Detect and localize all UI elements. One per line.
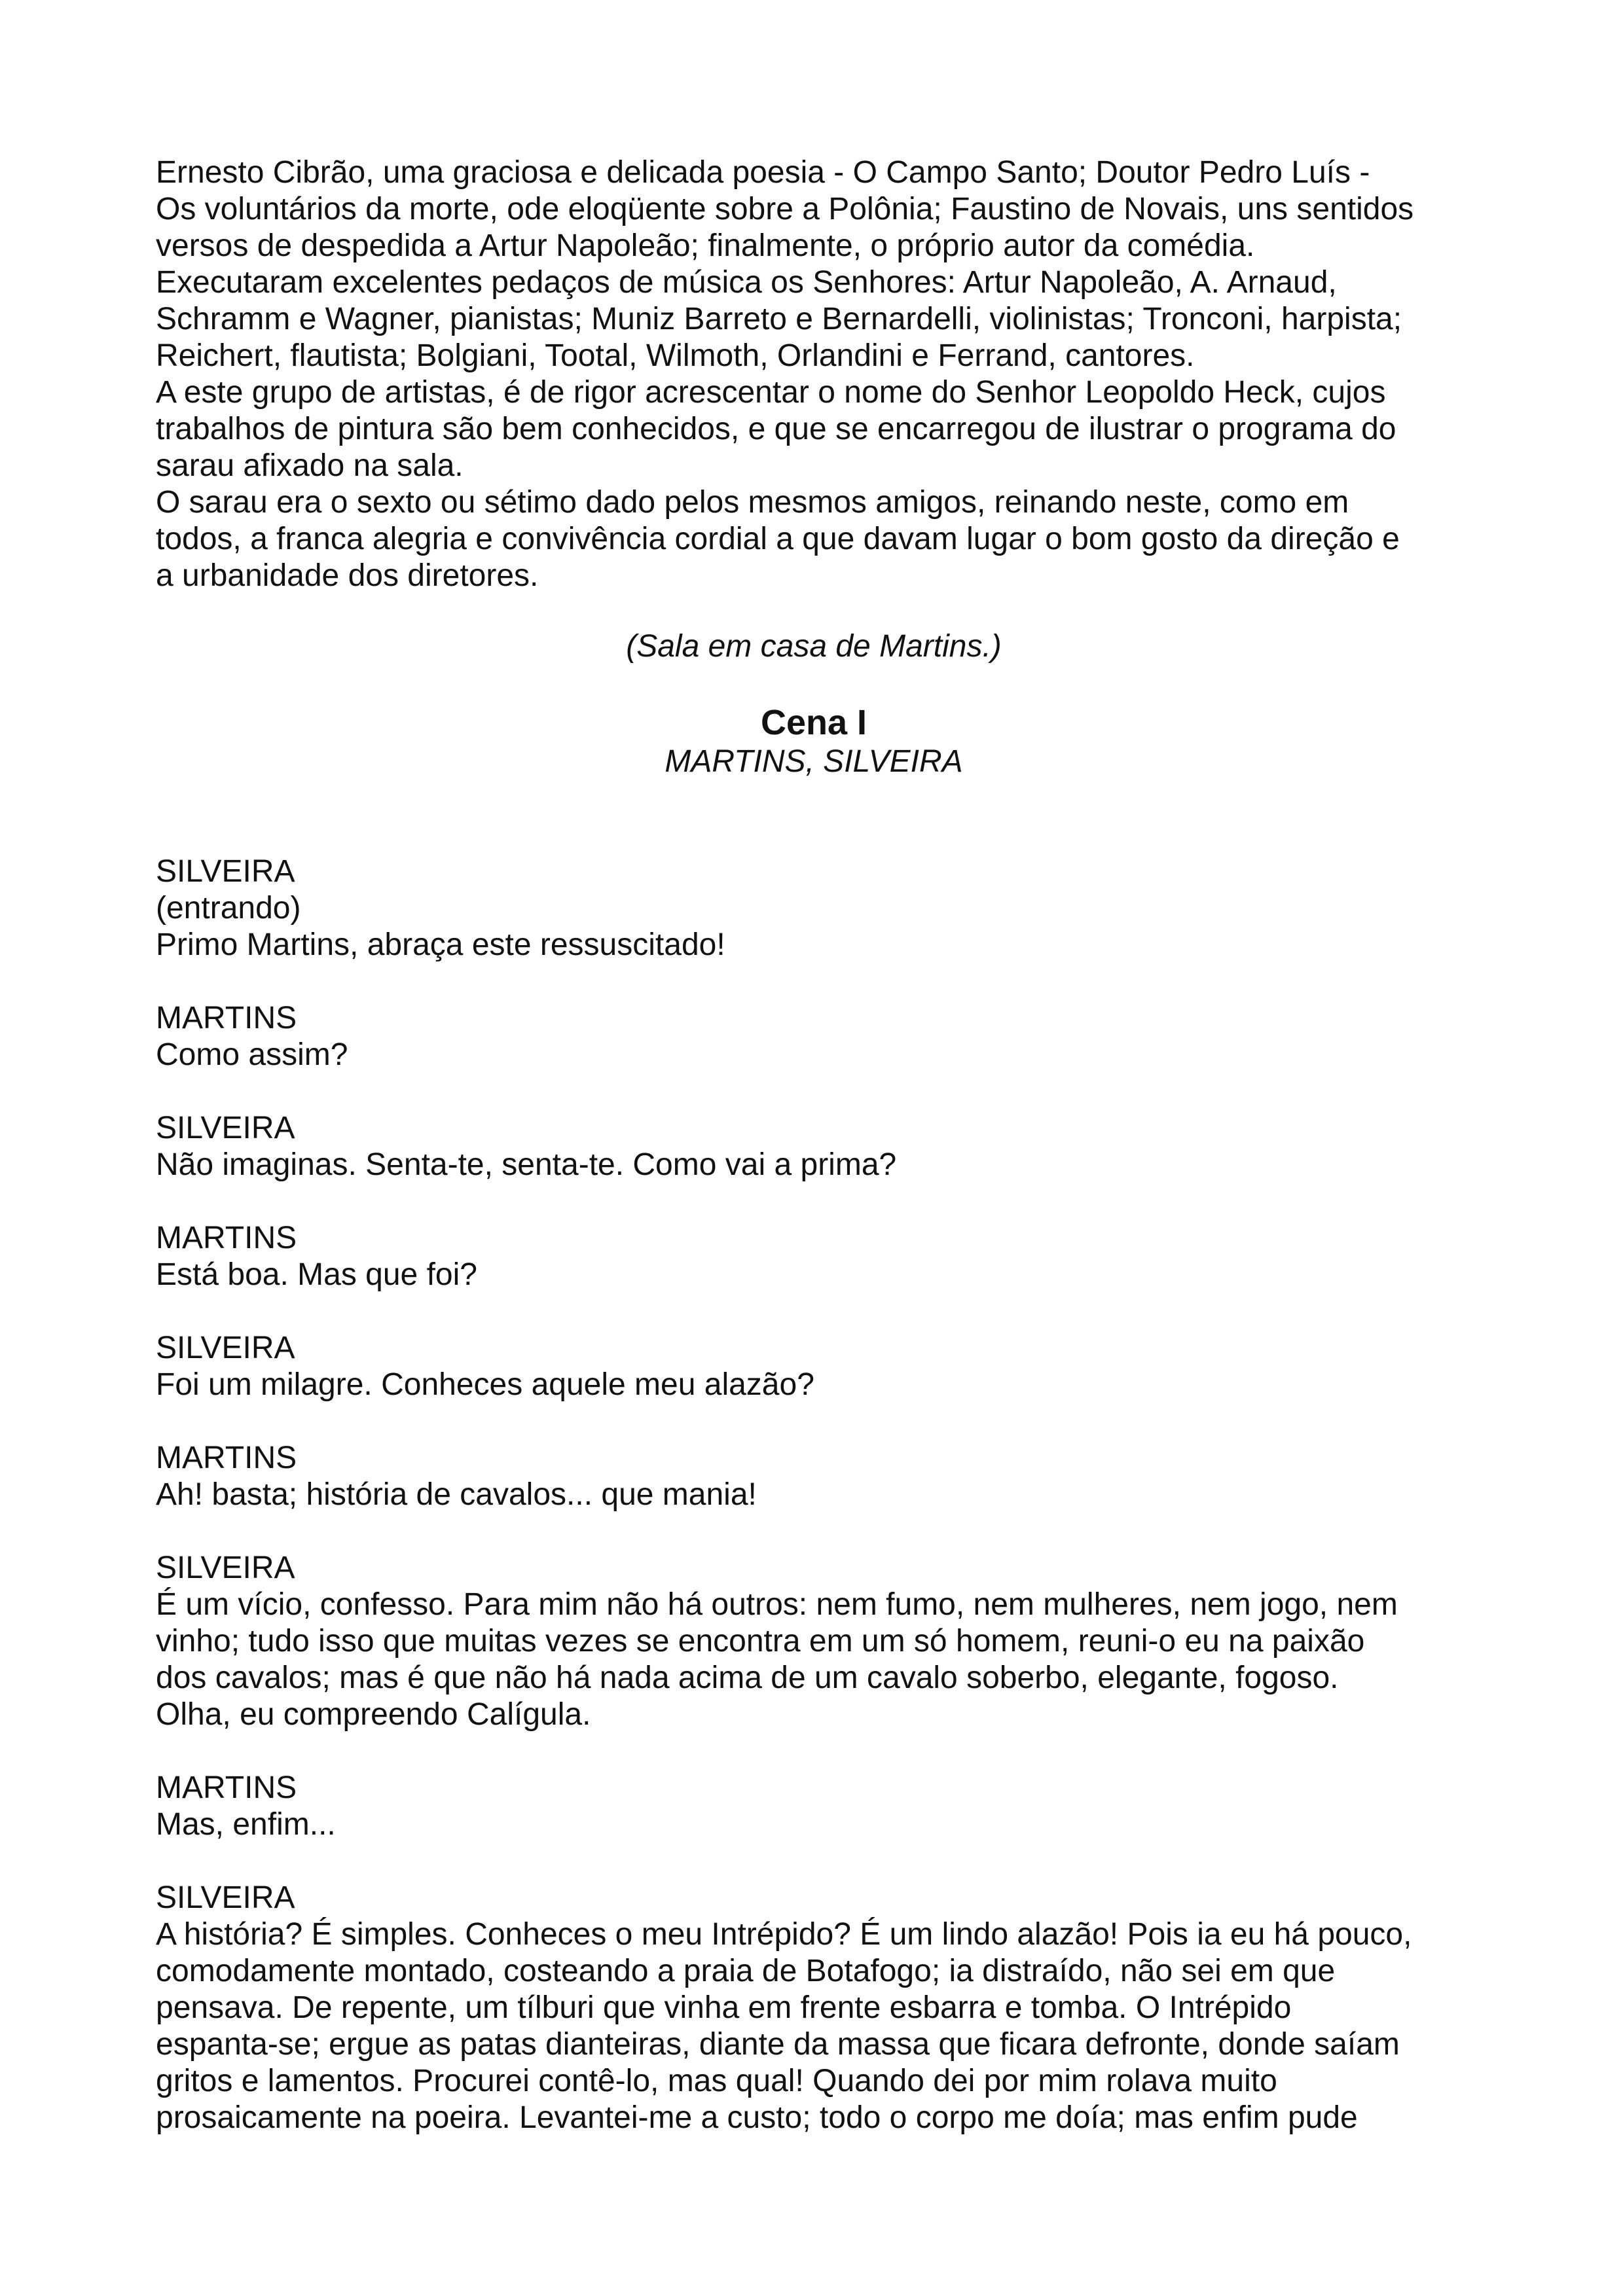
speaker-name: MARTINS [156,1770,297,1805]
speech-line: vinho; tudo isso que muitas vezes se encontra em um só homem, reuni-o eu na paixão [156,1624,1365,1659]
intro-line: A este grupo de artistas, é de rigor acrescentar o nome do Senhor Leopoldo Heck, cujos [156,375,1386,410]
speaker-name: SILVEIRA [156,1111,295,1145]
speech-line: comodamente montado, costeando a praia de Botafogo; ia distraído, não sei em que [156,1954,1336,1988]
speech-line: É um vício, confesso. Para mim não há outros: nem fumo, nem mulheres, nem jogo, nem [156,1587,1398,1622]
speech-block [156,1770,1472,1843]
speech-line: prosaicamente na poeira. Levantei-me a custo; todo o corpo me doía; mas enfim pude [156,2100,1358,2135]
speech-line: pensava. De repente, um tílburi que vinha em frente esbarra e tomba. O Intrépido [156,1990,1292,2025]
intro-paragraph [156,154,1472,594]
speech-block [156,1550,1472,1733]
speech-block [156,1000,1472,1073]
intro-line: sarau afixado na sala. [156,448,464,483]
speech-block [156,1880,1472,2136]
speech-line: Foi um milagre. Conheces aquele meu alazão? [156,1367,814,1402]
intro-line: Reichert, flautista; Bolgiani, Tootal, Wilmoth, Orlandini e Ferrand, cantores. [156,338,1195,373]
speaker-name: SILVEIRA [156,1880,295,1915]
speech-line: dos cavalos; mas é que não há nada acima de um cavalo soberbo, elegante, fogoso. [156,1660,1339,1695]
intro-line: a urbanidade dos diretores. [156,558,539,593]
speech-line: Ah! basta; história de cavalos... que mania! [156,1477,757,1512]
speaker-name: SILVEIRA [156,1551,295,1585]
intro-line: versos de despedida a Artur Napoleão; finalmente, o próprio autor da comédia. [156,228,1255,263]
speaker-name: SILVEIRA [156,854,295,889]
stage-direction: (Sala em casa de Martins.) [626,629,1002,664]
speech-line: gritos e lamentos. Procurei contê-lo, mas qual! Quando dei por mim rolava muito [156,2064,1277,2098]
speech-block [156,853,1472,963]
scene-title: Cena I [760,703,867,742]
speech-block [156,1220,1472,1293]
intro-line: Schramm e Wagner, pianistas; Muniz Barreto e Bernardelli, violinistas; Tronconi, harpista; [156,302,1402,336]
speech-line: Olha, eu compreendo Calígula. [156,1697,591,1732]
speech-line: A história? É simples. Conheces o meu Intrépido? É um lindo alazão! Pois ia eu há pouco, [156,1917,1412,1952]
speech-block [156,1330,1472,1403]
speech-block [156,1440,1472,1513]
intro-line: O sarau era o sexto ou sétimo dado pelos mesmos amigos, reinando neste, como em [156,485,1349,520]
speaker-name: SILVEIRA [156,1331,295,1365]
intro-line: Ernesto Cibrão, uma graciosa e delicada poesia - O Campo Santo; Doutor Pedro Luís - [156,155,1370,190]
stage-cue: (entrando) [156,891,301,925]
speech-block [156,1110,1472,1183]
speech-line: Como assim? [156,1037,348,1072]
speech-line: Está boa. Mas que foi? [156,1257,477,1292]
speaker-name: MARTINS [156,1001,297,1035]
document-page [156,154,1472,2173]
speech-line: Mas, enfim... [156,1807,336,1842]
speech-line: Não imaginas. Senta-te, senta-te. Como vai a prima? [156,1147,897,1182]
speaker-name: MARTINS [156,1441,297,1475]
intro-line: Executaram excelentes pedaços de música os Senhores: Artur Napoleão, A. Arnaud, [156,265,1337,300]
speaker-name: MARTINS [156,1221,297,1255]
speech-line: Primo Martins, abraça este ressuscitado! [156,927,725,962]
intro-line: Os voluntários da morte, ode eloqüente sobre a Polônia; Faustino de Novais, uns sentidos [156,192,1414,226]
intro-line: todos, a franca alegria e convivência cordial a que davam lugar o bom gosto da direção e [156,522,1400,556]
intro-line: trabalhos de pintura são bem conhecidos, e que se encarregou de ilustrar o programa do [156,412,1396,446]
speech-line: espanta-se; ergue as patas dianteiras, diante da massa que ficara defronte, donde saíam [156,2027,1400,2062]
scene-characters: MARTINS, SILVEIRA [665,744,963,779]
